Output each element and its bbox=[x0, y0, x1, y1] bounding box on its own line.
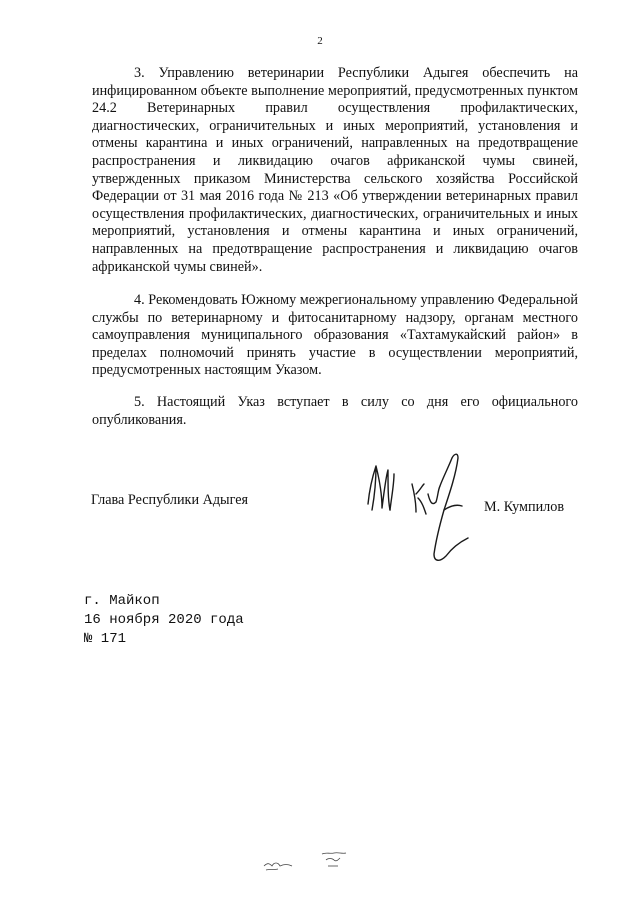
paragraph-3: 3. Управлению ветеринарии Республики Адыгея обеспечить на инфицированном объекте выполнение мероприятий, предусмотренных пунктом 24.2 Ветеринарных правил осуществления профилактических, диагностических, ограничительных и иных мероприятий, установления и отмены карантина и иных ограничений, направленных на предотвращение распространения и ликвидацию очагов африканской чумы свиней, утвержденных приказом Министерства сельского хозяйства Российской Федерации от 31 мая 2016 года № 213 «Об утверждении ветеринарных правил осуществления профилактических, диагностических, ограничительных и иных мероприятий, установления и отмены карантина и иных ограничений, направленных на предотвращение распространения и ликвидацию очагов африканской чумы свиней». bbox=[92, 65, 578, 275]
paragraph-5: 5. Настоящий Указ вступает в силу со дня его официального опубликования. bbox=[92, 394, 578, 428]
page-number: 2 bbox=[317, 35, 323, 47]
issue-date: 16 ноября 2020 года bbox=[84, 612, 244, 628]
issue-city: г. Майкоп bbox=[84, 593, 160, 609]
registration-mark bbox=[318, 848, 350, 874]
handwritten-signature bbox=[360, 444, 490, 574]
signatory-name: М. Кумпилов bbox=[484, 499, 565, 515]
paragraph-4: 4. Рекомендовать Южному межрегиональному управлению Федеральной службы по ветеринарному и фитосанитарному надзору, органам местного самоуправления муниципального образования «Тахтамукайский район» в пределах полномочий принять участие в осуществлении мероприятий, предусмотренных настоящим Указом. bbox=[92, 292, 578, 379]
decree-number: № 171 bbox=[84, 631, 127, 647]
registration-mark bbox=[260, 848, 300, 874]
signatory-position: Глава Республики Адыгея bbox=[91, 492, 249, 508]
